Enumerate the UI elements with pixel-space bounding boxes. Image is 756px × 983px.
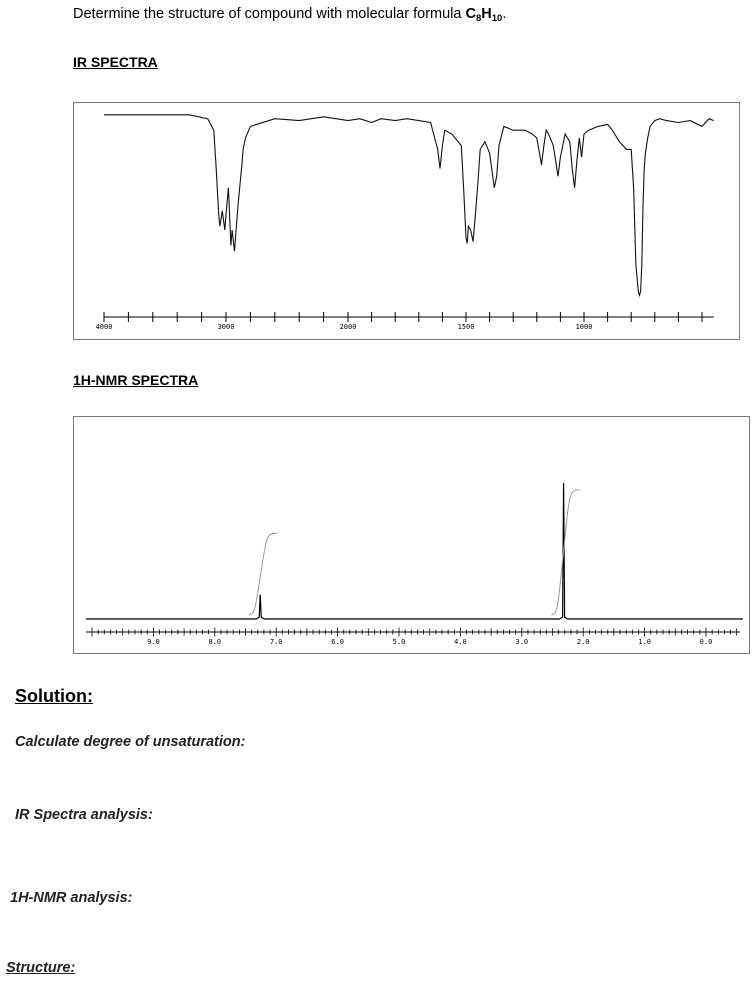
nmr-spectrum-trace [86,483,743,619]
nmr-x-tick-label: 6.0 [331,638,344,646]
nmr-heading: 1H-NMR SPECTRA [73,372,199,388]
ir-x-tick-label: 4000 [95,323,113,331]
nmr-spectrum-frame [73,416,750,654]
ir-spectrum-frame [73,102,740,340]
ir-x-tick-label: 1000 [575,323,593,331]
formula-h-subscript: 10 [491,13,503,24]
nmr-x-tick-label: 7.0 [269,638,283,646]
formula-c: C [465,6,476,22]
nmr-x-tick-label: 5.0 [392,638,406,646]
ir-spectrum-chart [74,103,739,339]
nmr-x-tick-label: 9.0 [147,638,160,646]
formula-h: H [481,6,492,22]
unsaturation-prompt: Calculate degree of unsaturation: [15,734,246,750]
question-text [73,6,506,24]
nmr-integral-curve [249,533,277,615]
nmr-x-tick-label: 8.0 [208,638,222,646]
nmr-spectrum-chart [74,417,749,653]
nmr-x-tick-label: 3.0 [515,638,529,646]
ir-x-tick-label: 1500 [457,323,475,331]
nmr-x-tick-label: 0.0 [699,638,713,646]
nmr-x-tick-label: 4.0 [454,638,467,646]
solution-title: Solution: [15,686,93,706]
ir-heading: IR SPECTRA [73,54,158,70]
structure-prompt: Structure: [6,960,76,976]
nmr-analysis-prompt: 1H-NMR analysis: [10,890,133,906]
nmr-integral-curve [551,490,579,615]
question-prefix: Determine the structure of compound with molecular formula [73,6,466,22]
formula-c-subscript: 8 [475,13,482,24]
question-suffix: . [502,6,507,22]
ir-spectrum-trace [104,115,714,295]
nmr-x-tick-label: 1.0 [638,638,651,646]
ir-analysis-prompt: IR Spectra analysis: [15,807,153,823]
ir-x-tick-label: 3000 [217,323,235,331]
nmr-x-tick-label: 2.0 [576,638,590,646]
ir-x-tick-label: 2000 [339,323,357,331]
